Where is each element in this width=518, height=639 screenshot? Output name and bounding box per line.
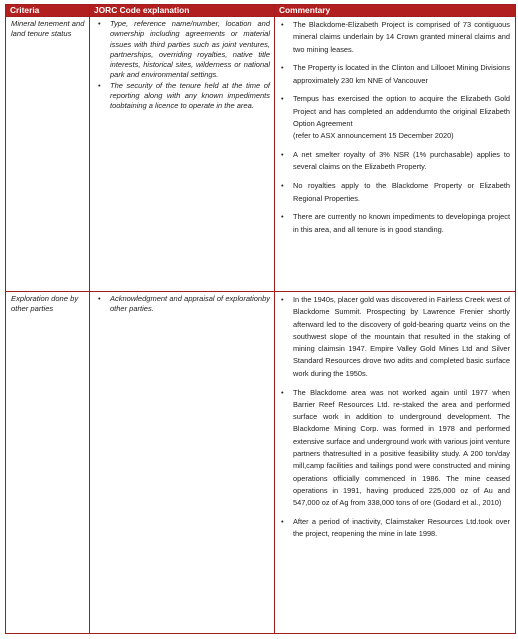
list-item: • The Blackdome area was not worked again until 1977 when Barrier Reef Resources Ltd. re-staked the area and performed surface work in addition to underground development. The Blackdome Mining Corp. was formed in 1978 and performed extensive surface and underground work with various joint venture partners thatresulted in a positive feasibility study. A 200 ton/day mill,camp facilities and tailings pond were constructed and mining operations officially commenced in 1986. The mine ceased operations in 1991, having produced 225,000 oz of Au and 547,000 oz of Ag from 338,000 tons of ore (Godard et al., 2010) — [275, 387, 515, 510]
asx-reference-note: (refer to ASX announcement 15 December 2020) — [293, 131, 454, 141]
commentary-cell — [275, 17, 516, 292]
header-commentary: Commentary — [275, 5, 516, 17]
header-criteria: Criteria — [6, 5, 90, 17]
list-item: • Type, reference name/number, location and ownership including agreements or material issues with third parties such as joint ventures, partnerships, overriding royalties, native title interests, historical sites, wilderness or national park and environmental settings. — [90, 19, 274, 81]
explanation-list — [90, 19, 274, 112]
list-item — [275, 93, 515, 142]
list-item: • Acknowledgment and appraisal of explorationby other parties. — [90, 294, 274, 315]
list-item: • After a period of inactivity, Claimstaker Resources Ltd.took over the project, reopening the mine in late 1998. — [275, 516, 515, 541]
list-item: • The Blackdome-Elizabeth Project is comprised of 73 contiguous mineral claims underlain by 14 Crown granted mineral claims and two mining leases. — [275, 19, 515, 56]
list-item-text: Tempus has exercised the option to acquire the Elizabeth Gold Project and has completed an addendumto the original Elizabeth Option Agreement — [293, 94, 510, 129]
table-row — [6, 292, 516, 634]
jorc-table — [5, 4, 516, 634]
criteria-cell: Exploration done by other parties — [6, 292, 90, 634]
list-item: • In the 1940s, placer gold was discovered in Fairless Creek west of Blackdome Summit. Prospecting by Lawrence Frenier shortly afterward led to the discovery of gold-bearing quartz veins on the southwest slope of the mountain that resulted in the staking of mining claimsin 1947. Empire Valley Gold Mines Ltd and Silver Standard Resources drove two adits and completed basic surface work during the 1950s. — [275, 294, 515, 380]
explanation-cell — [90, 17, 275, 292]
table-header-row — [6, 5, 516, 17]
commentary-cell — [275, 292, 516, 634]
explanation-cell — [90, 292, 275, 634]
header-explanation: JORC Code explanation — [90, 5, 275, 17]
table-row — [6, 17, 516, 292]
list-item: • A net smelter royalty of 3% NSR (1% purchasable) applies to several claims on the Elizabeth Property. — [275, 149, 515, 174]
list-item: • The security of the tenure held at the time of reporting along with any known impediments toobtaining a licence to operate in the area. — [90, 81, 274, 112]
criteria-cell: Mineral tenement and land tenure status — [6, 17, 90, 292]
list-item: • No royalties apply to the Blackdome Property or Elizabeth Regional Properties. — [275, 180, 515, 205]
explanation-list — [90, 294, 274, 315]
list-item: • The Property is located in the Clinton and Lillooet Mining Divisions approximately 230 km NNE of Vancouver — [275, 62, 515, 87]
commentary-list — [275, 294, 515, 541]
commentary-list — [275, 19, 515, 236]
list-item: • There are currently no known impediments to developinga project in this area, and all tenure is in good standing. — [275, 211, 515, 236]
